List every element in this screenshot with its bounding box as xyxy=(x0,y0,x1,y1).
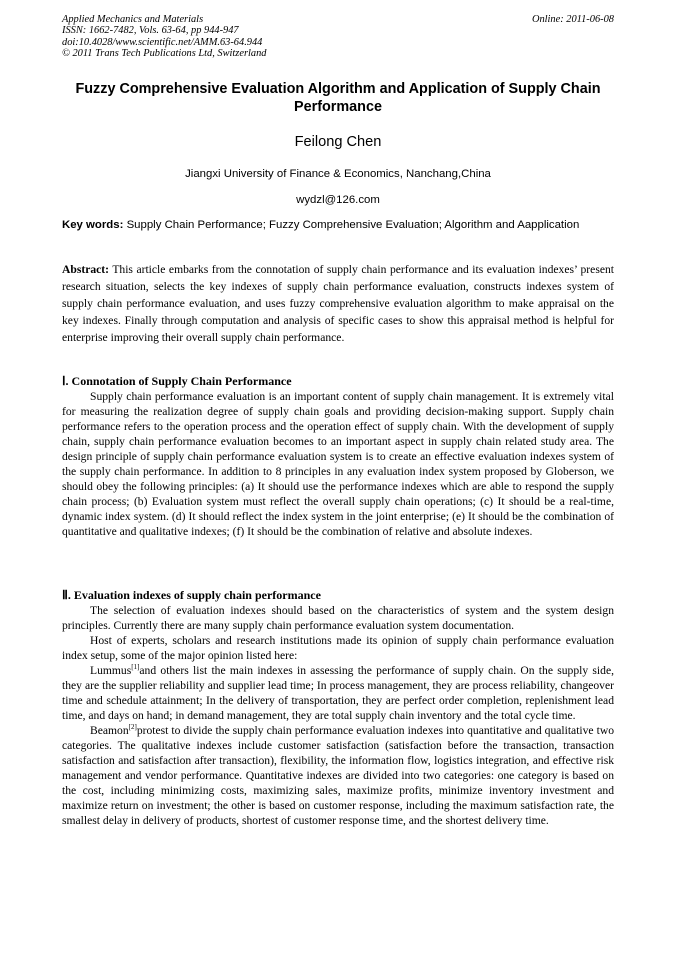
section-2-paragraph-4 xyxy=(62,723,614,828)
author-email: wydzl@126.com xyxy=(296,194,380,206)
copyright-line: © 2011 Trans Tech Publications Ltd, Switzerland xyxy=(62,47,267,59)
doi-line: doi:10.4028/www.scientific.net/AMM.63-64.944 xyxy=(62,36,263,48)
lummus-text: and others list the main indexes in assessing the performance of supply chain. On the supply side, they are the supplier reliability and supplier lead time; In process management, they are process reliability, changeover time and schedule attainment; In the delivery of transportation, they are perfect order completion, replenishment lead time, and days on hand; in demand management, they are total supply chain inventory and the total cycle time. xyxy=(62,664,614,722)
abstract-label: Abstract: xyxy=(62,263,110,276)
section-2-paragraph-3 xyxy=(62,663,614,723)
section-1-heading: Ⅰ. Connotation of Supply Chain Performance xyxy=(62,374,292,388)
paper-title: Fuzzy Comprehensive Evaluation Algorithm and Application of Supply Chain Performance xyxy=(75,81,601,115)
online-date: Online: 2011-06-08 xyxy=(531,14,614,25)
abstract-text: This article embarks from the connotation of supply chain performance and its evaluation indexes’ present research situation, selects the key indexes of supply chain performance evaluation, constructs indexes system of supply chain performance evaluation, and uses fuzzy comprehensive evaluation algorithm to make appraisal on the key indexes. Finally through computation and analysis of specific cases to show this appraisal method is helpful for enterprise improving their overall supply chain performance. xyxy=(62,263,614,344)
issn-line: ISSN: 1662-7482, Vols. 63-64, pp 944-947 xyxy=(62,25,239,37)
journal-name: Applied Mechanics and Materials xyxy=(62,14,204,25)
keywords-text: Supply Chain Performance; Fuzzy Comprehensive Evaluation; Algorithm and Aapplication xyxy=(126,219,580,231)
beamon-text: protest to divide the supply chain performance evaluation indexes into quantitative and qualitative two categories. The qualitative indexes include customer satisfaction (satisfaction before the transaction, transaction satisfaction and satisfaction after transaction), flexibility, the information flow, logistics integration, and effective risk management and vendor performance. Quantitative indexes are divided into two categories: one category is based on the cost, including minimizing costs, maximizing sales, maximize profits, minimize inventory investment and maximize return on investment; the other is based on customer response, including the maximum satisfaction rate, the smallest delay in delivery of products, shortest of customer response time, and the shortest delivery time. xyxy=(62,724,614,827)
section-2 xyxy=(62,587,614,828)
section-2-paragraph-2: Host of experts, scholars and research institutions made its opinion of supply chain performance evaluation index setup, some of the major opinion listed here: xyxy=(62,634,614,662)
author-affiliation: Jiangxi University of Finance & Economics, Nanchang,China xyxy=(185,168,491,180)
section-2-heading: Ⅱ. Evaluation indexes of supply chain performance xyxy=(62,588,321,602)
author-name: Feilong Chen xyxy=(294,134,382,150)
keywords xyxy=(62,217,614,234)
abstract xyxy=(62,261,614,346)
section-1 xyxy=(62,373,614,539)
lummus-name: Lummus xyxy=(90,664,132,677)
section-2-paragraph-1: The selection of evaluation indexes should based on the characteristics of system and the system design principles. Currently there are many supply chain performance evaluation system documentation. xyxy=(62,604,614,632)
citation-ref-1: [1] xyxy=(131,663,140,671)
beamon-name: Beamon xyxy=(90,724,129,737)
journal-header xyxy=(62,14,614,59)
section-1-paragraph: Supply chain performance evaluation is an important content of supply chain management. It is extremely vital for measuring the realization degree of supply chain goals and providing decision-making support. Supply chain performance refers to the operation process and the operation effect of supply chain. With the development of supply chain, supply chain performance evaluation becomes to an important aspect in supply chain related study area. The design principle of supply chain performance evaluation system is to create an effective evaluation indexes system of the supply chain performance. In addition to 8 principles in any evaluation index system proposed by Globerson, we should obey the following principles: (a) It should use the performance indexes which are able to respond the supply chain process; (b) Evaluation system must reflect the overall supply chain operations; (c) It should be a real-time, dynamic index system. (d) It should reflect the index system in the joint enterprise; (e) It should be the combination of quantitative and qualitative indexes; (f) It should be the combination of relative and absolute indexes. xyxy=(62,390,614,538)
keywords-label: Key words: xyxy=(62,219,124,231)
citation-ref-2: [2] xyxy=(128,723,137,731)
